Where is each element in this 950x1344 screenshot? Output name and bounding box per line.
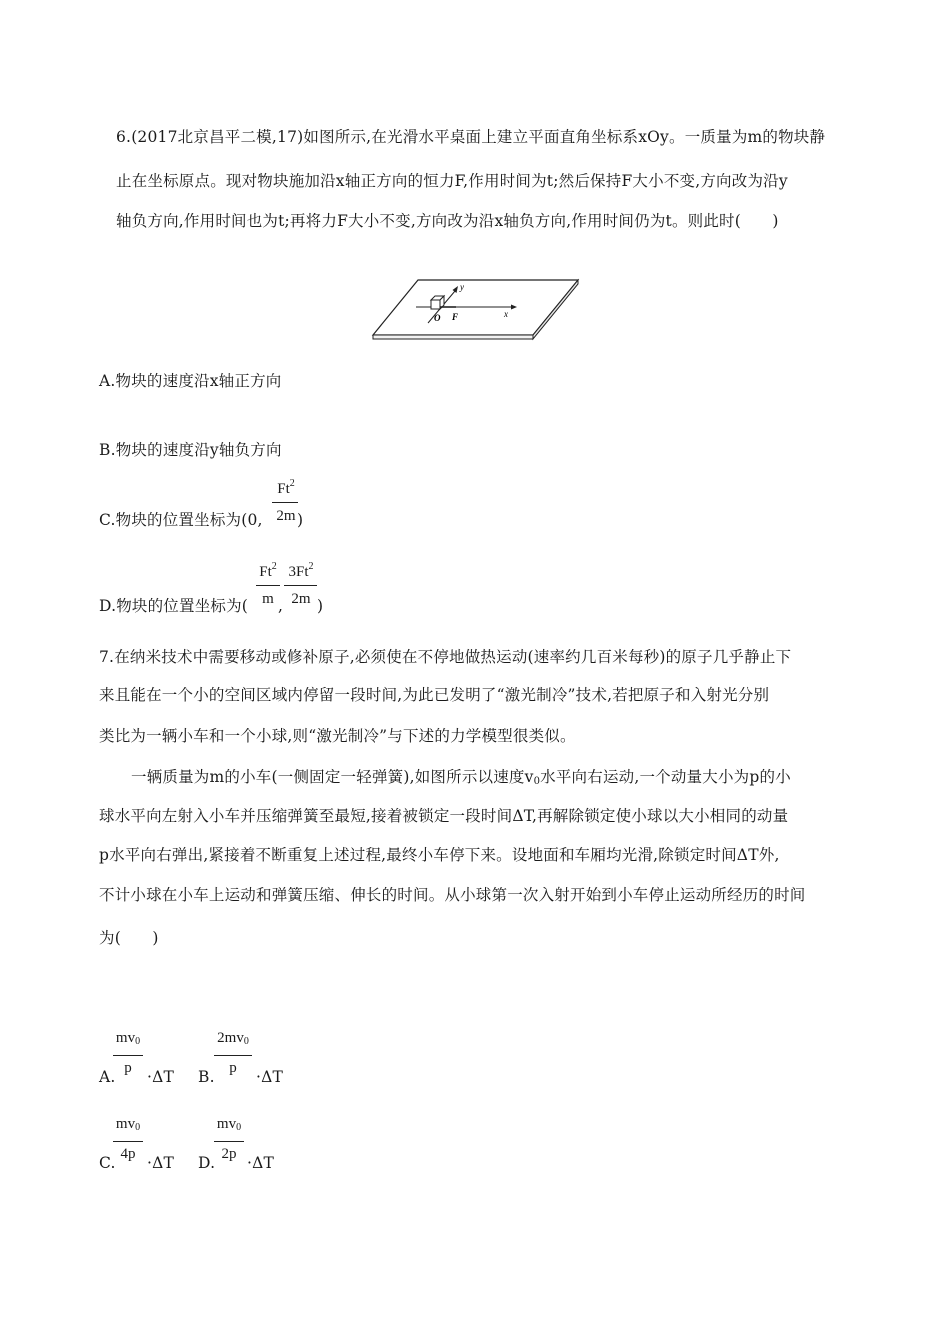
fraction-bar bbox=[256, 585, 280, 586]
fraction-denominator: p bbox=[124, 1060, 132, 1076]
fraction-numerator: $mv_0$ bbox=[216, 1116, 242, 1133]
block-front bbox=[431, 300, 440, 309]
q6-option-d-fraction-2 bbox=[284, 561, 320, 613]
fraction-bar bbox=[284, 585, 317, 586]
tabletop-coordinate-figure bbox=[368, 275, 583, 345]
fraction-bar bbox=[214, 1055, 252, 1056]
fraction-denominator: 2p bbox=[221, 1146, 237, 1162]
fraction-denominator: 2m bbox=[276, 508, 296, 524]
q6-stem-line2: 止在坐标原点。现对物块施加沿x轴正方向的恒力F,作用时间为t;然后保持F大小不变,方向改为沿y bbox=[116, 172, 788, 190]
q6-option-d-comma: , bbox=[278, 597, 284, 615]
fraction-numerator: $mv_0$ bbox=[115, 1116, 141, 1133]
q6-option-c-fraction bbox=[272, 478, 300, 528]
q7-stem-line3: 类比为一辆小车和一个小球,则“激光制冷”与下述的力学模型很类似。 bbox=[99, 727, 576, 745]
q6-option-c-prefix: C.物块的位置坐标为(0, bbox=[99, 511, 263, 529]
fraction-numerator: $2mv_0$ bbox=[217, 1030, 249, 1047]
q7-stem-line1: 7.在纳米技术中需要移动或修补原子,必须使在不停地做热运动(速率约几百米每秒)的原子几乎静止下 bbox=[99, 648, 792, 666]
q7-stem-line8: 为( ) bbox=[99, 929, 159, 947]
fraction-numerator: Ft$^2$ bbox=[259, 561, 277, 580]
q7-stem-line7: 不计小球在小车上运动和弹簧压缩、伸长的时间。从小球第一次入射开始到小车停止运动所经历的时间 bbox=[99, 886, 806, 904]
q6-stem-line1: 6.(2017北京昌平二模,17)如图所示,在光滑水平桌面上建立平面直角坐标系xOy。一质量为m的物块静 bbox=[116, 128, 826, 146]
fraction-denominator: m bbox=[262, 591, 274, 607]
q7-option-c-label: C. bbox=[99, 1154, 116, 1172]
q7-stem-line5: 球水平向左射入小车并压缩弹簧至最短,接着被锁定一段时间ΔT,再解除锁定使小球以大小相同的动量 bbox=[99, 807, 789, 825]
tabletop-diagram bbox=[368, 275, 583, 345]
x-axis-label: x bbox=[504, 309, 508, 319]
fraction-denominator: 2m bbox=[291, 591, 311, 607]
fraction-numerator: Ft$^2$ bbox=[277, 478, 295, 497]
q7-stem-line2: 来且能在一个小的空间区域内停留一段时间,为此已发明了“激光制冷”技术,若把原子和入射光分别 bbox=[99, 686, 770, 704]
origin-label: O bbox=[434, 313, 441, 323]
q7-option-d-label: D. bbox=[198, 1154, 216, 1172]
fraction-bar bbox=[272, 502, 298, 503]
q7-option-a-label: A. bbox=[99, 1068, 116, 1086]
q6-option-d-suffix: ) bbox=[317, 597, 324, 615]
q7-option-b-fraction bbox=[214, 1030, 254, 1084]
q7-option-a-fraction bbox=[113, 1030, 145, 1084]
tabletop-edge-front bbox=[373, 335, 533, 339]
force-label: F bbox=[452, 312, 459, 322]
fraction-bar bbox=[113, 1141, 143, 1142]
q7-option-d-fraction bbox=[214, 1116, 246, 1170]
q7-stem-line6: p水平向右弹出,紧接着不断重复上述过程,最终小车停下来。设地面和车厢均光滑,除锁定时间ΔT外, bbox=[99, 846, 780, 864]
fraction-bar bbox=[113, 1055, 143, 1056]
q7-option-a-tail: ·ΔT bbox=[147, 1068, 175, 1086]
q6-stem-line3: 轴负方向,作用时间也为t;再将力F大小不变,方向改为沿x轴负方向,作用时间仍为t。则此时( ) bbox=[116, 212, 779, 230]
fraction-denominator: 4p bbox=[120, 1146, 136, 1162]
q7-option-d-tail: ·ΔT bbox=[247, 1154, 275, 1172]
q7-option-c-tail: ·ΔT bbox=[147, 1154, 175, 1172]
fraction-denominator: p bbox=[229, 1060, 237, 1076]
q7-stem-line4: 一辆质量为m的小车(一侧固定一轻弹簧),如图所示以速度$v_0$水平向右运动,一个动量大小为p的小 bbox=[131, 768, 791, 787]
q6-option-d-prefix: D.物块的位置坐标为( bbox=[99, 597, 249, 615]
q6-option-b: B.物块的速度沿y轴负方向 bbox=[99, 441, 282, 459]
q7-option-b-tail: ·ΔT bbox=[256, 1068, 284, 1086]
fraction-numerator: 3Ft$^2$ bbox=[288, 561, 314, 580]
q7-option-b-label: B. bbox=[198, 1068, 215, 1086]
q6-option-c-suffix: ) bbox=[297, 511, 304, 529]
fraction-bar bbox=[214, 1141, 244, 1142]
q6-option-a: A.物块的速度沿x轴正方向 bbox=[99, 372, 282, 390]
q7-option-c-fraction bbox=[113, 1116, 145, 1170]
fraction-numerator: $mv_0$ bbox=[115, 1030, 141, 1047]
y-axis-label: y bbox=[460, 282, 464, 292]
